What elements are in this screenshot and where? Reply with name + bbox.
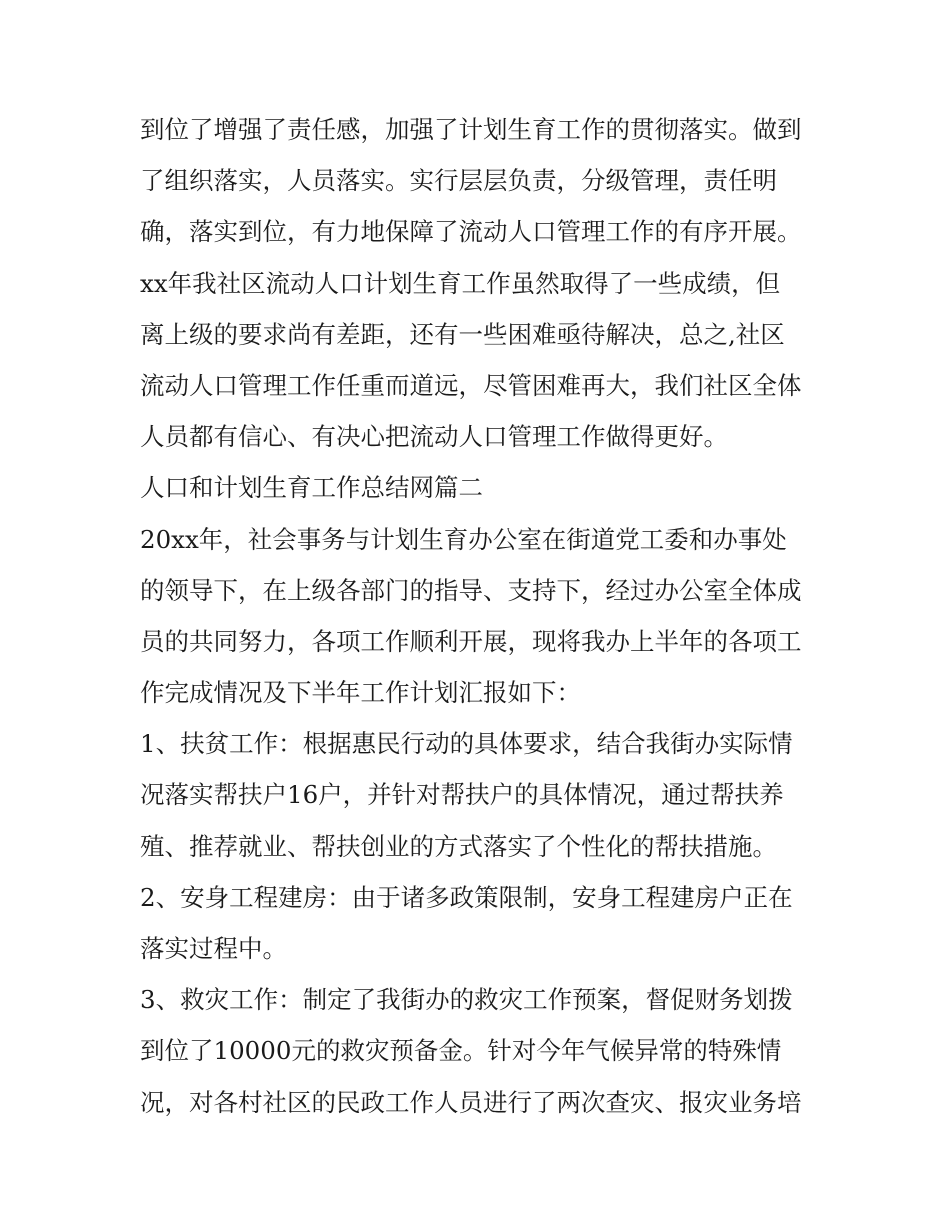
text-line: 落实过程中。: [140, 934, 287, 963]
text-line: 确，落实到位，有力地保障了流动人口管理工作的有序开展。: [140, 217, 802, 247]
text-line: 况落实帮扶户16户，并针对帮扶户的具体情况，通过帮扶养: [140, 780, 784, 810]
text-line: 到位了10000元的救灾预备金。针对今年气候异常的特殊情: [140, 1036, 782, 1066]
text-line: 况，对各村社区的民政工作人员进行了两次查灾、报灾业务培: [140, 1087, 802, 1117]
text-line: 20xx年，社会事务与计划生育办公室在街道党工委和办事处: [140, 524, 787, 554]
text-line: 了组织落实，人员落实。实行层层负责，分级管理，责任明: [140, 166, 777, 196]
text-line: 殖、推荐就业、帮扶创业的方式落实了个性化的帮扶措施。: [140, 831, 777, 861]
text-line: xx年我社区流动人口计划生育工作虽然取得了一些成绩，但: [140, 268, 781, 298]
text-line: 人员都有信心、有决心把流动人口管理工作做得更好。: [140, 422, 728, 452]
text-line: 离上级的要求尚有差距，还有一些困难亟待解决，总之,社区: [140, 319, 785, 349]
text-line: 员的共同努力，各项工作顺利开展，现将我办上半年的各项工: [140, 626, 802, 656]
list-item-line: 1、扶贫工作：根据惠民行动的具体要求，结合我街办实际情: [140, 729, 793, 759]
text-line: 作完成情况及下半年工作计划汇报如下：: [140, 678, 581, 708]
list-item-line: 3、救灾工作：制定了我街办的救灾工作预案，督促财务划拨: [140, 985, 793, 1015]
list-item-line: 2、安身工程建房：由于诸多政策限制，安身工程建房户正在: [140, 882, 793, 912]
text-line: 到位了增强了责任感，加强了计划生育工作的贯彻落实。做到: [140, 115, 802, 144]
document-body: [140, 104, 820, 1128]
section-heading: 人口和计划生育工作总结网篇二: [140, 473, 483, 503]
text-line: 的领导下，在上级各部门的指导、支持下，经过办公室全体成: [140, 575, 802, 605]
text-line: 流动人口管理工作任重而道远，尽管困难再大，我们社区全体: [140, 370, 802, 400]
